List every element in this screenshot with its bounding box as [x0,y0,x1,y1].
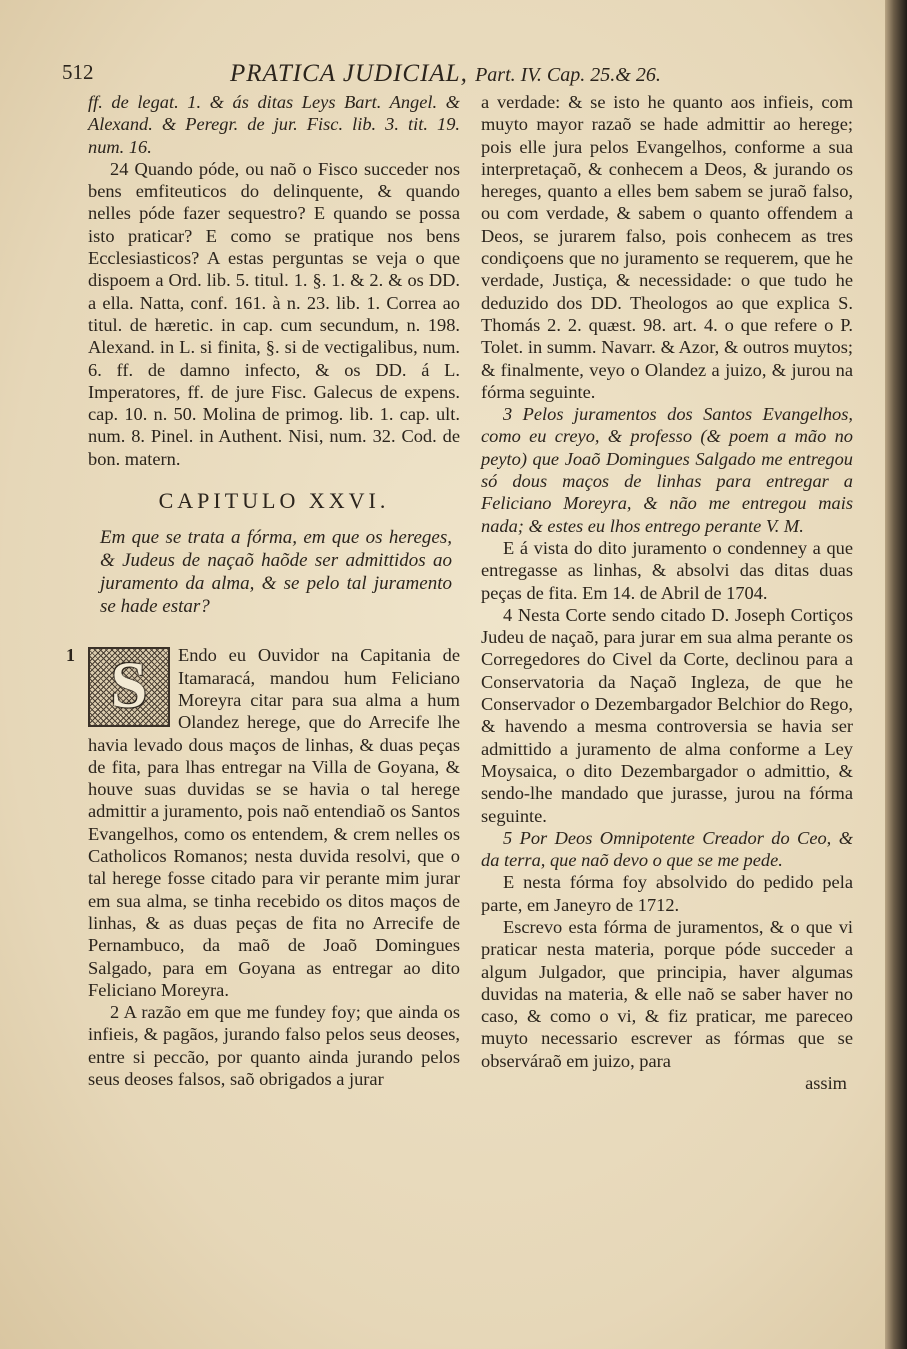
paragraph-3-sentence: E á vista do dito juramento o condenney a que entregasse as linhas, & absolvi das ditas duas peças de fita. Em 14. de Abril de 1704. [481,537,853,603]
left-column [66,91,460,1090]
paragraph-5-sentence: E nesta fórma foy absolvido do pedido pela parte, em Janeyro de 1712. [481,872,853,915]
paragraph-6: Escrevo esta fórma de juramentos, & o que vi praticar nesta materia, porque póde succeder a algum Julgador, que principia, haver algumas duvidas na materia, & elle naõ se saber haver no caso, & como o vi, & fiz praticar, me pareceo muyto necessario escrever as fórmas que se observáraõ em juizo, para [481,916,853,1071]
catchword: assim [805,1073,847,1094]
paragraph-2-continuation: a verdade: & se isto he quanto aos infieis, com muyto mayor razaõ se hade admittir ao herege; pois elle jura pelos Evangelhos, conforme a sua interpretaçaõ, & conhecem a Deos, & jurando os hereges, quanto a elles bem sabem se juraõ falso, ou com verdade, & sabem o quanto offendem a Deos, se jurarem falso, pois conhecem as tres condiçoens que no juramento se requerem, que he verdade, Justiça, & necessidade: o que tudo he deduzido dos DD. Theologos ao que explica S. Thomás 2. 2. quæst. 98. art. 4. o que refere o P. Tolet. in summ. Navarr. & Azor, & outros muytos; & finalmente, veyo o Olandez a juizo, & jurou na fórma seguinte. [481,92,853,402]
paragraph-4: 4 Nesta Corte sendo citado D. Joseph Cortiços Judeu de naçaõ, para jurar em sua alma perante os Corregedores do Civel da Corte, declinou para a Conservatoria da Naçaõ Ingleza, de que he Conservador o Dezembargador Belchior do Rego, & havendo a mesma controversia se havia ser admittido a juramento de alma conforme a Ley Moysaica, o dito Dezembargador o admittio, & sendo-lhe mandado que jurasse, jurou na fórma seguinte. [481,604,853,826]
paragraph-1-text: Endo eu Ouvidor na Capitania de Itamaracá, mandou hum Feliciano Moreyra citar para sua alma a hum Olandez herege, que do Arrecife lhe havia levado dous maços de linhas, & duas peças de fita, para lhas entregar na Villa de Goyana, & houve suas duvidas se se havia o tal herege admittir a juramento, pois naõ entendiaõ os Santos Evangelhos, como os entendem, & crem nelles os Catholicos Romanos; nesta duvida resolvi, que o tal herege fosse citado para vir perante mim jurar em sua alma, se tinha recebido os ditos maços de linhas, & as duas peças de fita no Arrecife de Pernambuco, da maõ de Joaõ Domingues Salgado, para em Goyana as entregar ao dito Feliciano Moreyra. [88,645,460,1000]
page-header [62,60,862,94]
book-spine-edge [885,0,907,1349]
paragraph-5-oath: 5 Por Deos Omnipotente Creador do Ceo, & da terra, que naõ devo o que se me pede. [481,827,853,871]
paragraph-1 [66,644,460,1001]
citation-continuation: ff. de legat. 1. & ás ditas Leys Bart. Angel. & Alexand. & Peregr. de jur. Fisc. lib. 3. tit. 19. num. 16. [88,92,460,157]
paragraph-2: 2 A razão em que me fundey foy; que ainda os infieis, & pagãos, jurando falso pelos seus deoses, entre si peccão, por quanto ainda jurando pelos seus deoses falsos, saõ obrigados a jurar [88,1002,460,1089]
drop-cap-letter: S [110,649,148,723]
paragraph-24: 24 Quando póde, ou naõ o Fisco succeder nos bens emfiteuticos do delinquente, & quando nelles póde fazer sequestro? E quando se possa isto praticar? E como se pratique nos bens Ecclesiasticos? A estas perguntas se veja o que dispoem a Ord. lib. 5. titul. 1. §. 1. & 2. & os DD. a ella. Natta, conf. 161. à n. 23. lib. 1. Correa ao titul. de hæretic. in cap. cum secundum, n. 198. Alexand. in L. si finita, §. si de vectigalibus, num. 6. ff. de damno infecto, & os DD. á L. Imperatores, ff. de jure Fisc. Galecus de expens. cap. 10. n. 50. Molina de primog. lib. 1. cap. ult. num. 8. Pinel. in Authent. Nisi, num. 32. Cod. de bon. matern. [88,158,460,469]
running-title: PRATICA JUDICIAL, [230,60,468,87]
running-part: Part. IV. Cap. 25.& 26. [475,64,661,86]
decorated-initial [88,647,170,727]
paragraph-3-oath: 3 Pelos juramentos dos Santos Evangelhos, como eu creyo, & professo (& poem a mão no peyto) que Joaõ Domingues Salgado me entregou só dous maços de linhas para entregar a Feliciano Moreyra, & não me entregou mais nada; & estes eu lhos entrego perante V. M. [481,404,853,536]
paragraph-number: 1 [66,645,75,666]
page-number: 512 [62,60,94,84]
running-head [230,60,661,88]
chapter-summary: Em que se trata a fórma, em que os hereges, & Judeus de naçaõ haõde ser admittidos ao juramento da alma, & se pelo tal juramento se hade estar? [100,527,452,618]
right-column [481,91,853,1094]
chapter-title: CAPITULO XXVI. [158,488,390,514]
